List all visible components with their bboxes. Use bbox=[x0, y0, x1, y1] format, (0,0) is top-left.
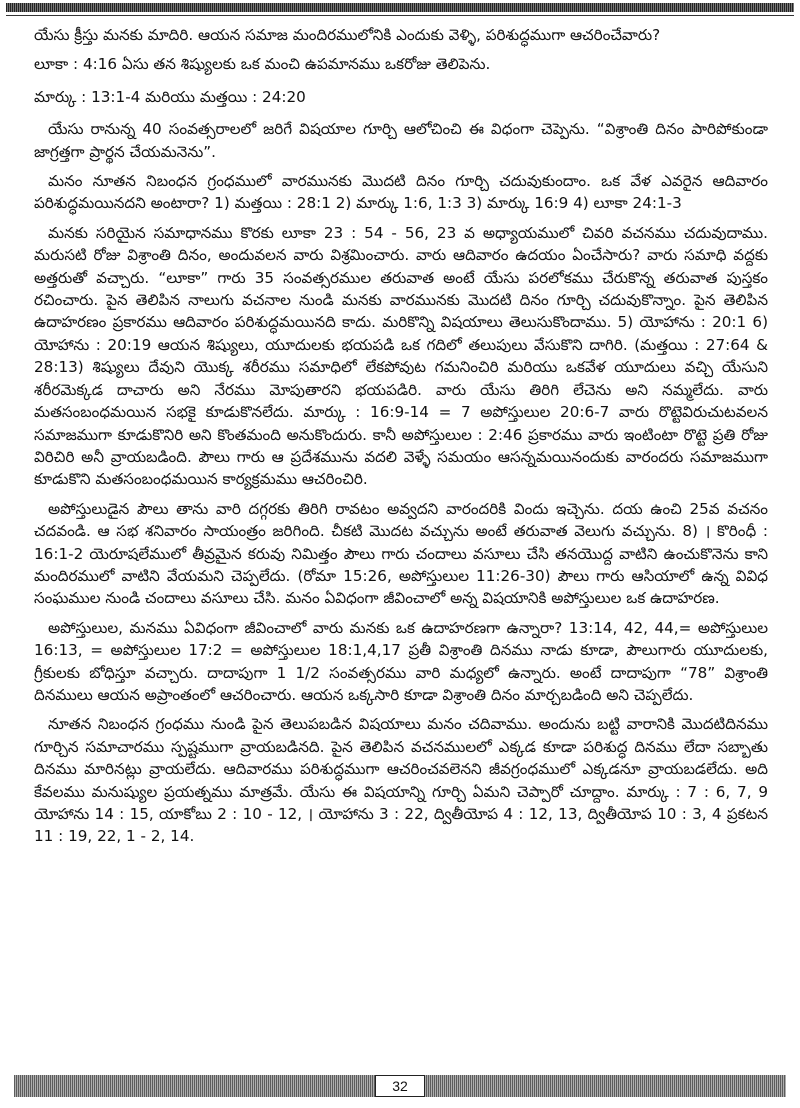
page-body bbox=[34, 24, 768, 855]
paragraph-conclusion: నూతన నిబంధన గ్రంధము నుండి పైన తెలుపబడిన విషయాలు మనం చదివాము. అందును బట్టి వారానికి మొదటిదినము గూర్చిన సమాచారము స్పష్టముగా వ్రాయబడినది. పైన తెలిపిన వచనములలో ఎక్కడ కూడా పరిశుద్ధ దినము లేదా సబ్బాతు దినము మారినట్లు వ్రాయలేదు. ఆదివారము పరిశుద్ధముగా ఆచరించవలెనని జీవగ్రంధములో ఎక్కడనూ వ్రాయబడలేదు. అది కేవలము మనుష్యుల ప్రయత్నము మాత్రమే. యేసు ఈ విషయాన్ని గూర్చి ఏమని చెప్పారో చూద్దాం. మార్కు : 7 : 6, 7, 9 యోహాను 14 : 15, యాకోబు 2 : 10 - 12, । యోహాను 3 : 22, ద్వితీయోప 4 : 12, 13, ద్వితీయోప 10 : 3, 4 ప్రకటన 11 : 19, 22, 1 - 2, 14. bbox=[34, 715, 768, 846]
reference-luke: లూకా : 4:16 ఏసు తన శిష్యులకు ఒక మంచి ఉపమానము ఒకరోజు తెలిపెను. bbox=[34, 55, 491, 74]
paragraph-sabbath-prayer: యేసు రానున్న 40 సంవత్సరాలలో జరిగే విషయాల గూర్చి ఆలోచించి ఈ విధంగా చెప్పెను. “విశ్రాంతి దినం పారిపోకుండా జాగ్రత్తగా ప్రార్థన చేయమనెను”. bbox=[34, 120, 768, 161]
paragraph-intro: యేసు క్రీస్తు మనకు మాదిరి. ఆయన సమాజ మందిరములోనికి ఎందుకు వెళ్ళి, పరిశుద్ధముగా ఆచరించేవారు? bbox=[34, 26, 661, 44]
page-footer bbox=[14, 1075, 786, 1097]
paragraph-new-testament: మనం నూతన నిబంధన గ్రంధములో వారమునకు మొదటి దినం గూర్చి చదువుకుందాం. ఒక వేళ ఎవరైన ఆదివారం పరిశుద్ధమయినదని అంటారా? 1) మత్తయి : 28:1 2) మార్కు 1:6, 1:3 3) మార్కు 16:9 4) లూకా 24:1-3 bbox=[34, 172, 768, 213]
paragraph-paul-supper: అపోస్తులుడైన పౌలు తాను వారి దగ్గరకు తిరిగి రావటం అవ్వదని వారందరికి విందు ఇచ్చెను. దయ ఉంచి 25వ వచనం చదవండి. ఆ సభ శనివారం సాయంత్రం జరిగింది. చీకటి మొదట వచ్చును అంటే తరువాత వెలుగు వచ్చును. 8) । కొరింధీ : 16:1-2 యెరూషలేములో తీవ్రమైన కరువు నిమిత్తం పౌలు గారు చందాలు వసూలు చేసి తనయొద్ద వాటిని ఉంచుకొనెను కాని మందిరములో వాటిని వేయమని చెప్పలేదు. (రోమా 15:26, అపోస్తులుల 11:26-30) పౌలు గారు ఆసియాలో ఉన్న వివిధ సంఘముల నుండి చందాలు వసూలు చేసి. మనం ఏవిధంగా జీవించాలో అన్న విషయానికి అపోస్తులుల ఒక ఉదాహరణ. bbox=[34, 499, 768, 608]
page-number: 32 bbox=[375, 1075, 425, 1097]
paragraph-luke-answer: మనకు సరియైన సమాధానము కొరకు లూకా 23 : 54 - 56, 23 వ అధ్యాయములో చివరి వచనము చదువుదాము. మరుసటి రోజు విశ్రాంతి దినం, అందువలన వారు విశ్రమించారు. వారు ఆదివారం ఉదయం ఏంచేసారు? వారు సమాధి వద్దకు అత్తరుతో వచ్చారు. “లూకా” గారు 35 సంవత్సరముల తరువాత అంటే యేసు పరలోకము చేరుకొన్న తరువాత పుస్తకం రచించారు. పైన తెలిపిన నాలుగు వచనాల నుండి మనకు వారమునకు మొదటి దినం గూర్చి చదువుకొన్నాం. పైన తెలిపిన ఉదాహరణం ప్రకారము ఆదివారం పరిశుద్ధమయినది కాదు. మరికొన్ని విషయాలు తెలుసుకొందాము. 5) యోహాను : 20:1 6) యోహాను : 20:19 ఆయన శిష్యులు, యూదులకు భయపడి ఒక గదిలో తలుపులు వేసుకొని దాగిరి. (మత్తయి : 27:64 & 28:13) శిష్యులు దేవుని యొక్క శరీరము సమాధిలో లేకపోవుట గమనించిరి మరియు ఒకవేళ యూదులు వచ్చి యేసుని శరీరమెక్కడ దాచారు అని నేరము మోపుతారని భయపడిరి. వారు యేసు తిరిగి లేచెను అని నమ్మలేదు. వారు మతసంబంధమయిన సభకై కూడుకొనలేదు. మార్కు : 16:9-14 = 7 అపోస్తులుల 20:6-7 వారు రొట్టెవిరుచుటవలన సమాజముగా కూడుకొనిరి అని కొంతమంది అనుకొందురు. కానీ అపోస్తులుల : 2:46 ప్రకారము వారు ఇంటింటా రొట్టె ప్రతి రోజు విరిచిరి అనీ వ్రాయబడింది. పౌలు గారు ఆ ప్రదేశమును వదలి వెళ్ళే సమయం ఆసన్నమయినందుకు వారందరు సమాజముగా కూడుకొని మతసంబంధమయిన కార్యక్రమము ఆచరించిరి. bbox=[34, 223, 768, 489]
top-border bbox=[6, 3, 794, 12]
paragraph-apostles-example: అపోస్తులుల, మనము ఏవిధంగా జీవించాలో వారు మనకు ఒక ఉదాహరణగా ఉన్నారా? 13:14, 42, 44,= అపోస్తులుల 16:13, = అపోస్తులుల 17:2 = అపోస్తులుల 18:1,4,17 ప్రతీ విశ్రాంతి దినము నాడు కూడా, పౌలుగారు యూదులకు, గ్రీకులకు బోధిస్తూ వచ్చారు. దాదాపుగా 1 1/2 సంవత్సరము వారి మధ్యలో ఉన్నారు. అంటే దాదాపుగా “78” విశ్రాంతి దినములు ఆయన అప్రాంతంలో ఆచరించారు. ఆయన ఒక్కసారి కూడా విశ్రాంతి దినం మార్చబడింది అని చెప్పలేదు. bbox=[34, 618, 768, 704]
top-border-line bbox=[6, 15, 794, 16]
reference-mark-matthew: మార్కు : 13:1-4 మరియు మత్తయి : 24:20 bbox=[34, 87, 306, 106]
